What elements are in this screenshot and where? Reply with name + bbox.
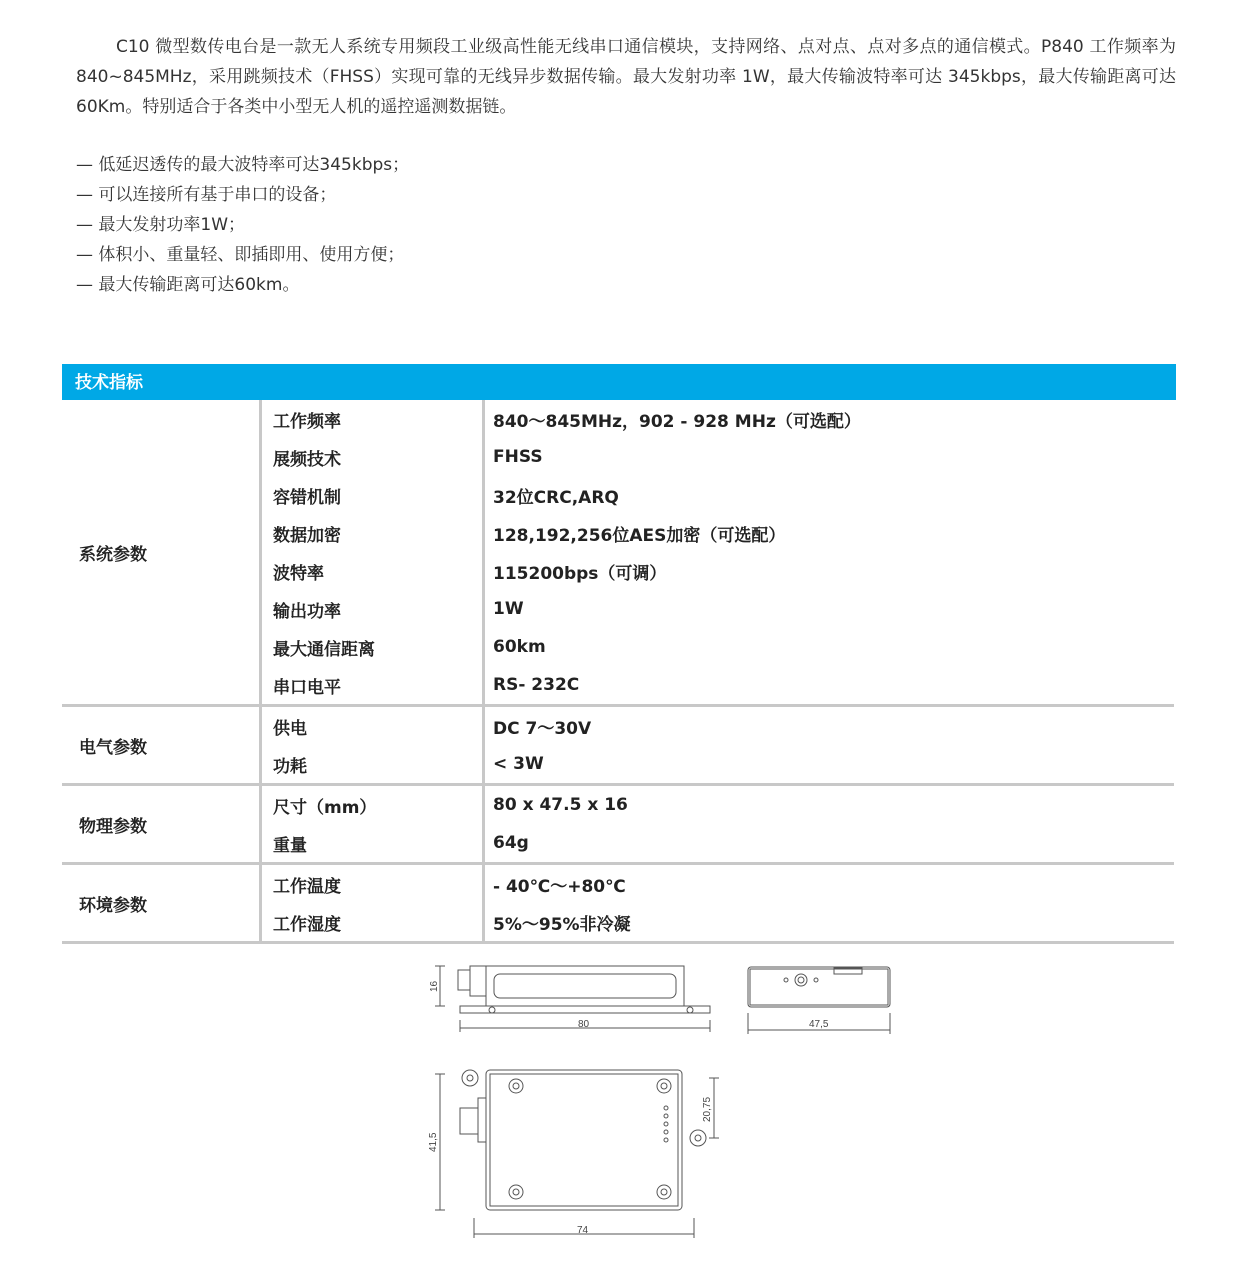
feature-list xyxy=(76,150,409,300)
spec-name: 工作温度 xyxy=(273,876,341,897)
spec-name: 输出功率 xyxy=(273,601,341,622)
feature-item: — 低延迟透传的最大波特率可达345kbps； xyxy=(76,155,410,175)
spec-group-electrical xyxy=(62,707,1174,786)
feature-item: — 体积小、重量轻、即插即用、使用方便； xyxy=(76,245,405,265)
spec-name: 数据加密 xyxy=(273,525,341,546)
spec-name: 供电 xyxy=(273,718,307,739)
feature-item: — 最大发射功率1W； xyxy=(76,215,246,235)
spec-row xyxy=(262,628,1174,666)
dim-length-label: 80 xyxy=(578,1019,590,1030)
spec-value: 80 x 47.5 x 16 xyxy=(493,795,628,815)
spec-row xyxy=(262,865,1174,903)
spec-value: 115200bps（可调） xyxy=(493,563,667,584)
spec-group-physical xyxy=(62,786,1174,865)
spec-name: 最大通信距离 xyxy=(273,639,375,660)
top-view-drawing xyxy=(435,1070,719,1238)
spec-value: RS- 232C xyxy=(493,675,580,695)
intro-paragraph: C10 微型数传电台是一款无人系统专用频段工业级高性能无线串口通信模块，支持网络、点对点、点对多点的通信模式。P840 工作频率为 840~845MHz，采用跳频技术（FHSS）实现可靠的无线异步数据传输。最大发射功率 1W，最大传输波特率可达 345kbps，最大传输距离可达 60Km。特别适合于各类中小型无人机的遥控遥测数据链。 xyxy=(76,37,1176,117)
spec-table-header: 技术指标 xyxy=(62,364,1176,400)
spec-value: 32位CRC,ARQ xyxy=(493,487,619,508)
spec-value: 5%～95%非冷凝 xyxy=(493,914,631,935)
spec-row xyxy=(262,400,1174,438)
spec-value: < 3W xyxy=(493,754,544,774)
spec-row xyxy=(262,438,1174,476)
spec-row xyxy=(262,514,1174,552)
spec-row xyxy=(262,903,1174,941)
spec-name: 工作频率 xyxy=(273,411,341,432)
spec-name: 容错机制 xyxy=(273,487,341,508)
side-view-drawing xyxy=(435,966,710,1032)
mechanical-drawings xyxy=(420,958,900,1243)
spec-group-label: 物理参数 xyxy=(62,786,262,862)
spec-row xyxy=(262,552,1174,590)
spec-group-system xyxy=(62,400,1174,707)
spec-value: 64g xyxy=(493,833,529,853)
dim-body-height-label: 41,5 xyxy=(428,1132,439,1152)
dim-height-label: 16 xyxy=(429,980,440,992)
spec-name: 串口电平 xyxy=(273,677,341,698)
spec-name: 展频技术 xyxy=(273,449,341,470)
spec-row xyxy=(262,590,1174,628)
dim-body-length-label: 74 xyxy=(577,1225,589,1236)
spec-group-label: 系统参数 xyxy=(62,400,262,704)
spec-value: 60km xyxy=(493,637,546,657)
spec-name: 重量 xyxy=(273,835,307,856)
spec-group-environment xyxy=(62,865,1174,944)
spec-row xyxy=(262,824,1174,862)
spec-name: 尺寸（mm） xyxy=(273,797,377,818)
spec-value: FHSS xyxy=(493,447,543,467)
spec-row xyxy=(262,476,1174,514)
feature-item: — 可以连接所有基于串口的设备； xyxy=(76,185,337,205)
spec-value: 128,192,256位AES加密（可选配） xyxy=(493,525,786,546)
spec-group-label: 电气参数 xyxy=(62,707,262,783)
spec-name: 工作湿度 xyxy=(273,914,341,935)
dim-hole-offset-label: 20,75 xyxy=(702,1096,713,1122)
spec-group-label: 环境参数 xyxy=(62,865,262,941)
spec-row xyxy=(262,745,1174,783)
spec-name: 功耗 xyxy=(273,756,307,777)
spec-table xyxy=(62,400,1174,944)
spec-value: - 40℃～+80℃ xyxy=(493,876,626,897)
spec-value: 840～845MHz，902 - 928 MHz（可选配） xyxy=(493,411,861,432)
feature-item: — 最大传输距离可达60km。 xyxy=(76,275,300,295)
spec-value: DC 7～30V xyxy=(493,718,592,739)
spec-value: 1W xyxy=(493,599,524,619)
dim-width-label: 47,5 xyxy=(809,1019,829,1030)
spec-name: 波特率 xyxy=(273,563,324,584)
spec-row xyxy=(262,666,1174,704)
spec-row xyxy=(262,786,1174,824)
spec-row xyxy=(262,707,1174,745)
